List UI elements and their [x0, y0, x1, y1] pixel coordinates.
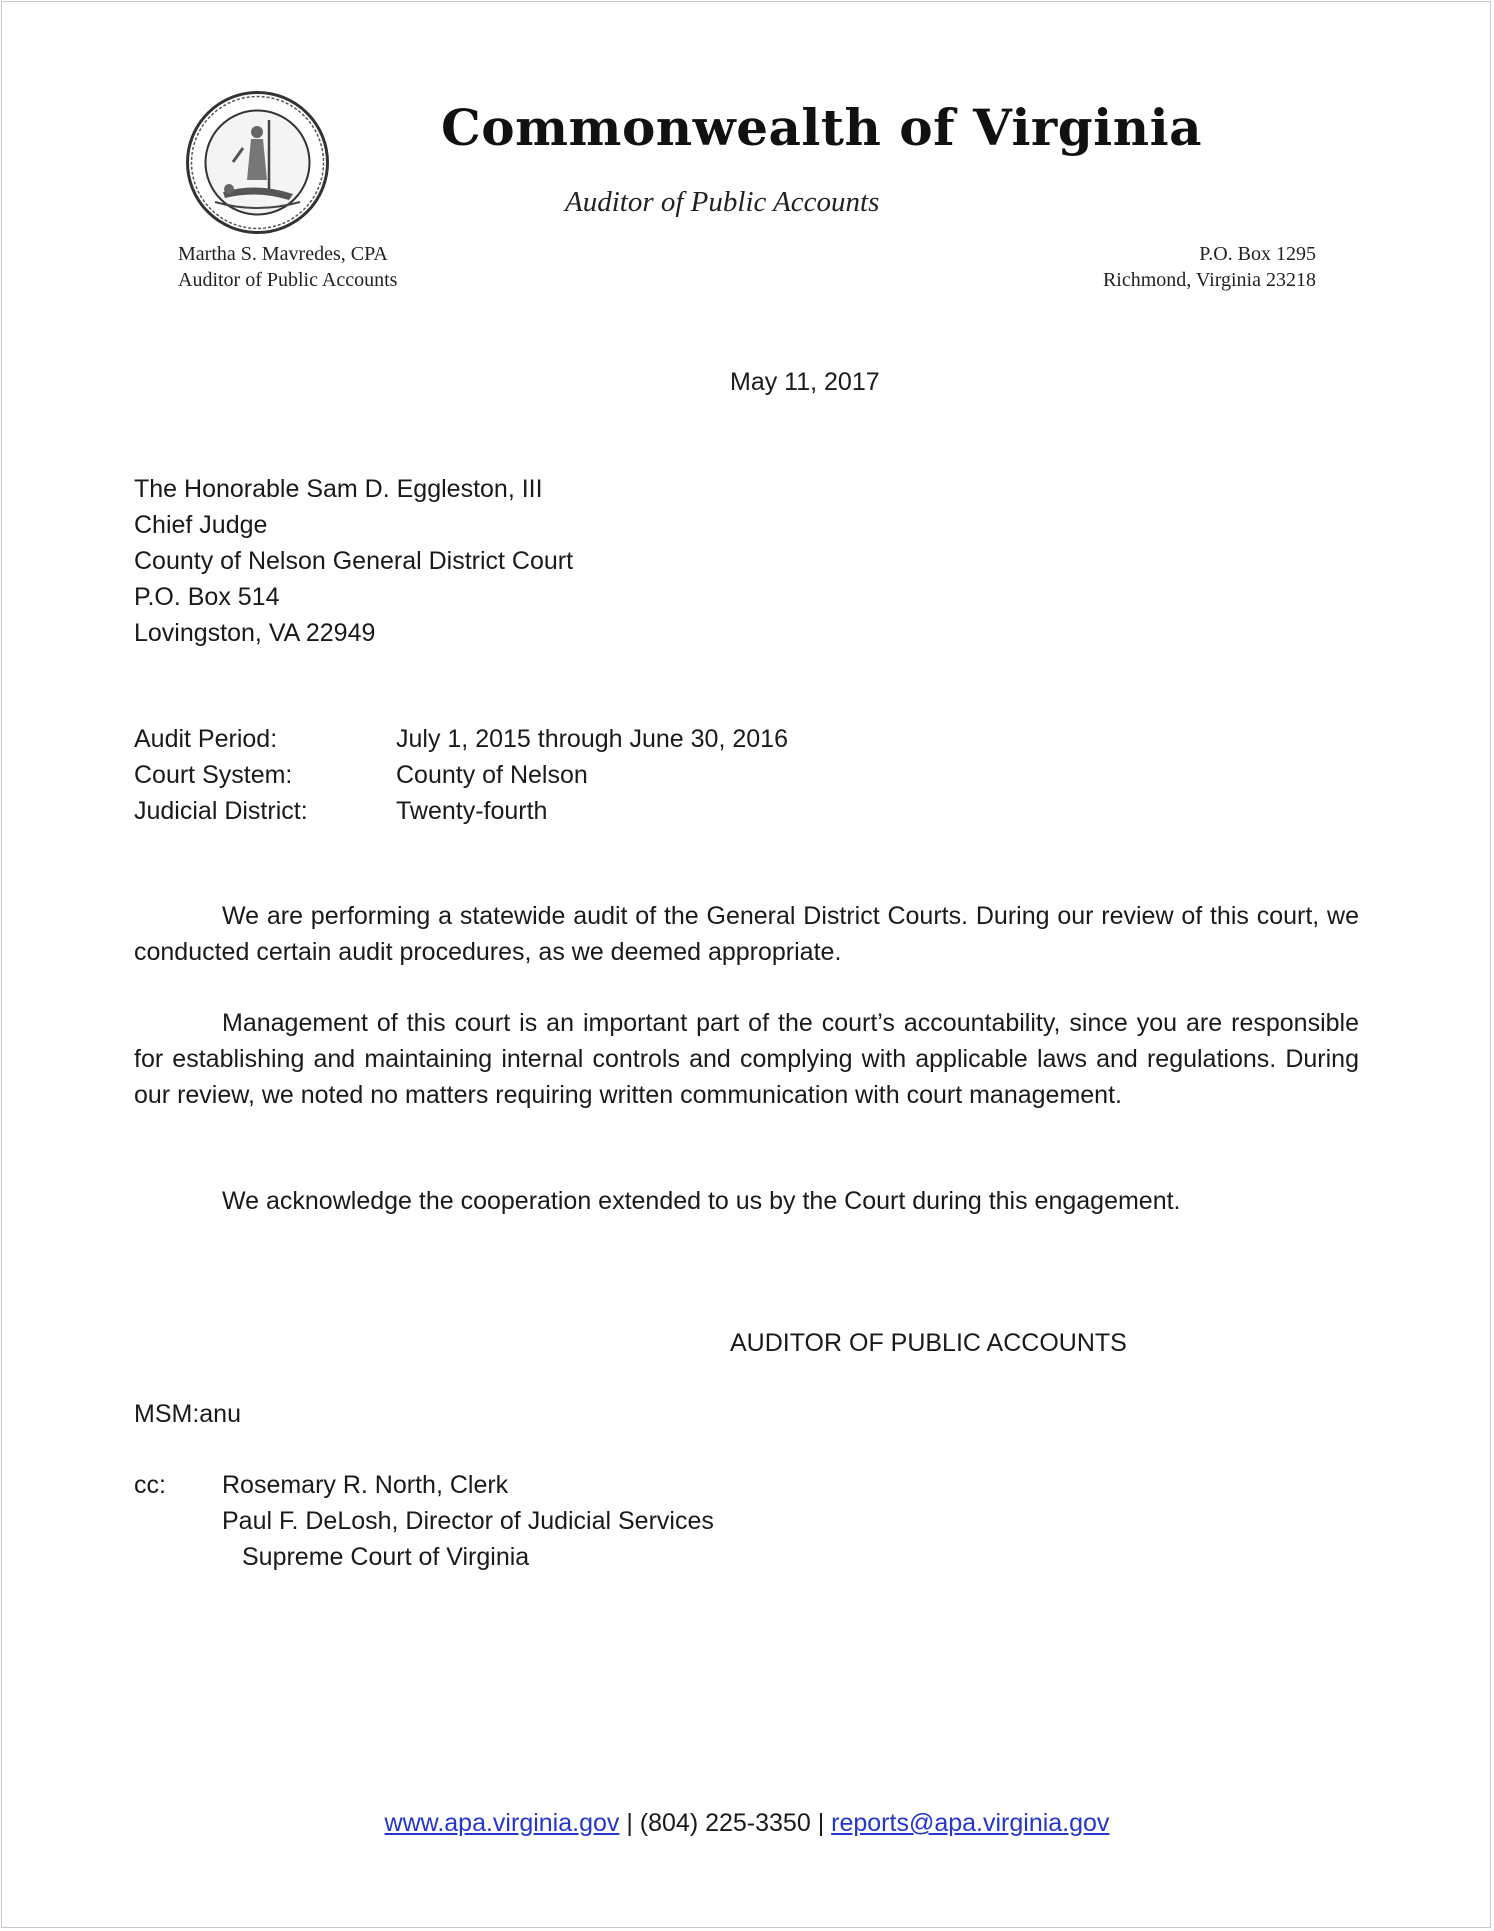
audit-info-row	[134, 721, 788, 757]
email-link[interactable]: reports@apa.virginia.gov	[831, 1809, 1110, 1837]
reference-initials: MSM:anu	[134, 1400, 241, 1428]
audit-info	[134, 721, 788, 829]
body-paragraph	[134, 1183, 1359, 1219]
cc-row	[134, 1467, 714, 1503]
virginia-state-seal-icon	[185, 90, 330, 235]
paragraph-text: Management of this court is an important part of the court’s accountability, since you are responsible for establishing and maintaining internal controls and complying with applicable laws and regulations. During our review, we noted no matters requiring written communication with court management.	[134, 1009, 1359, 1109]
address-line: Richmond, Virginia 23218	[1102, 269, 1316, 291]
office-address	[1103, 241, 1316, 293]
audit-info-value: July 1, 2015 through June 30, 2016	[396, 725, 788, 753]
recipient-block	[134, 471, 573, 651]
letter-date: May 11, 2017	[730, 368, 880, 396]
recipient-line: County of Nelson General District Court	[134, 547, 574, 575]
audit-info-value: Twenty-fourth	[396, 797, 548, 825]
footer-separator: |	[619, 1809, 640, 1837]
cc-row	[134, 1503, 714, 1539]
letterhead-title: Commonwealth of Virginia	[441, 98, 1202, 157]
cc-block	[134, 1467, 714, 1575]
audit-info-value: County of Nelson	[396, 761, 588, 789]
recipient-line: Lovingston, VA 22949	[134, 619, 376, 647]
cc-recipient-sub: Supreme Court of Virginia	[242, 1543, 530, 1571]
cc-recipient: Paul F. DeLosh, Director of Judicial Services	[222, 1507, 714, 1535]
audit-info-label: Audit Period:	[134, 725, 278, 753]
body-paragraph	[134, 1005, 1359, 1113]
recipient-line: Chief Judge	[134, 511, 268, 539]
recipient-line: P.O. Box 514	[134, 583, 280, 611]
paragraph-text: We acknowledge the cooperation extended to us by the Court during this engagement.	[222, 1187, 1181, 1215]
paragraph-text: We are performing a statewide audit of the General District Courts. During our review of this court, we conducted certain audit procedures, as we deemed appropriate.	[134, 902, 1359, 966]
sender-block	[178, 241, 397, 293]
letterhead-subtitle: Auditor of Public Accounts	[565, 186, 880, 218]
audit-info-row	[134, 757, 788, 793]
footer-separator: |	[810, 1809, 832, 1837]
address-line: P.O. Box 1295	[1199, 243, 1316, 265]
sender-name: Martha S. Mavredes, CPA	[178, 243, 388, 265]
cc-recipient: Rosemary R. North, Clerk	[222, 1471, 509, 1499]
audit-info-label: Court System:	[134, 761, 293, 789]
audit-info-row	[134, 793, 788, 829]
signature-block: AUDITOR OF PUBLIC ACCOUNTS	[730, 1329, 1127, 1357]
recipient-line: The Honorable Sam D. Eggleston, III	[134, 475, 543, 503]
cc-row	[134, 1539, 714, 1575]
website-link[interactable]: www.apa.virginia.gov	[384, 1809, 620, 1837]
footer	[0, 1805, 1494, 1841]
cc-label: cc:	[134, 1471, 166, 1499]
phone-number: (804) 225-3350	[639, 1809, 811, 1837]
audit-info-label: Judicial District:	[134, 797, 308, 825]
sender-title: Auditor of Public Accounts	[178, 269, 398, 291]
body-paragraph	[134, 898, 1359, 970]
